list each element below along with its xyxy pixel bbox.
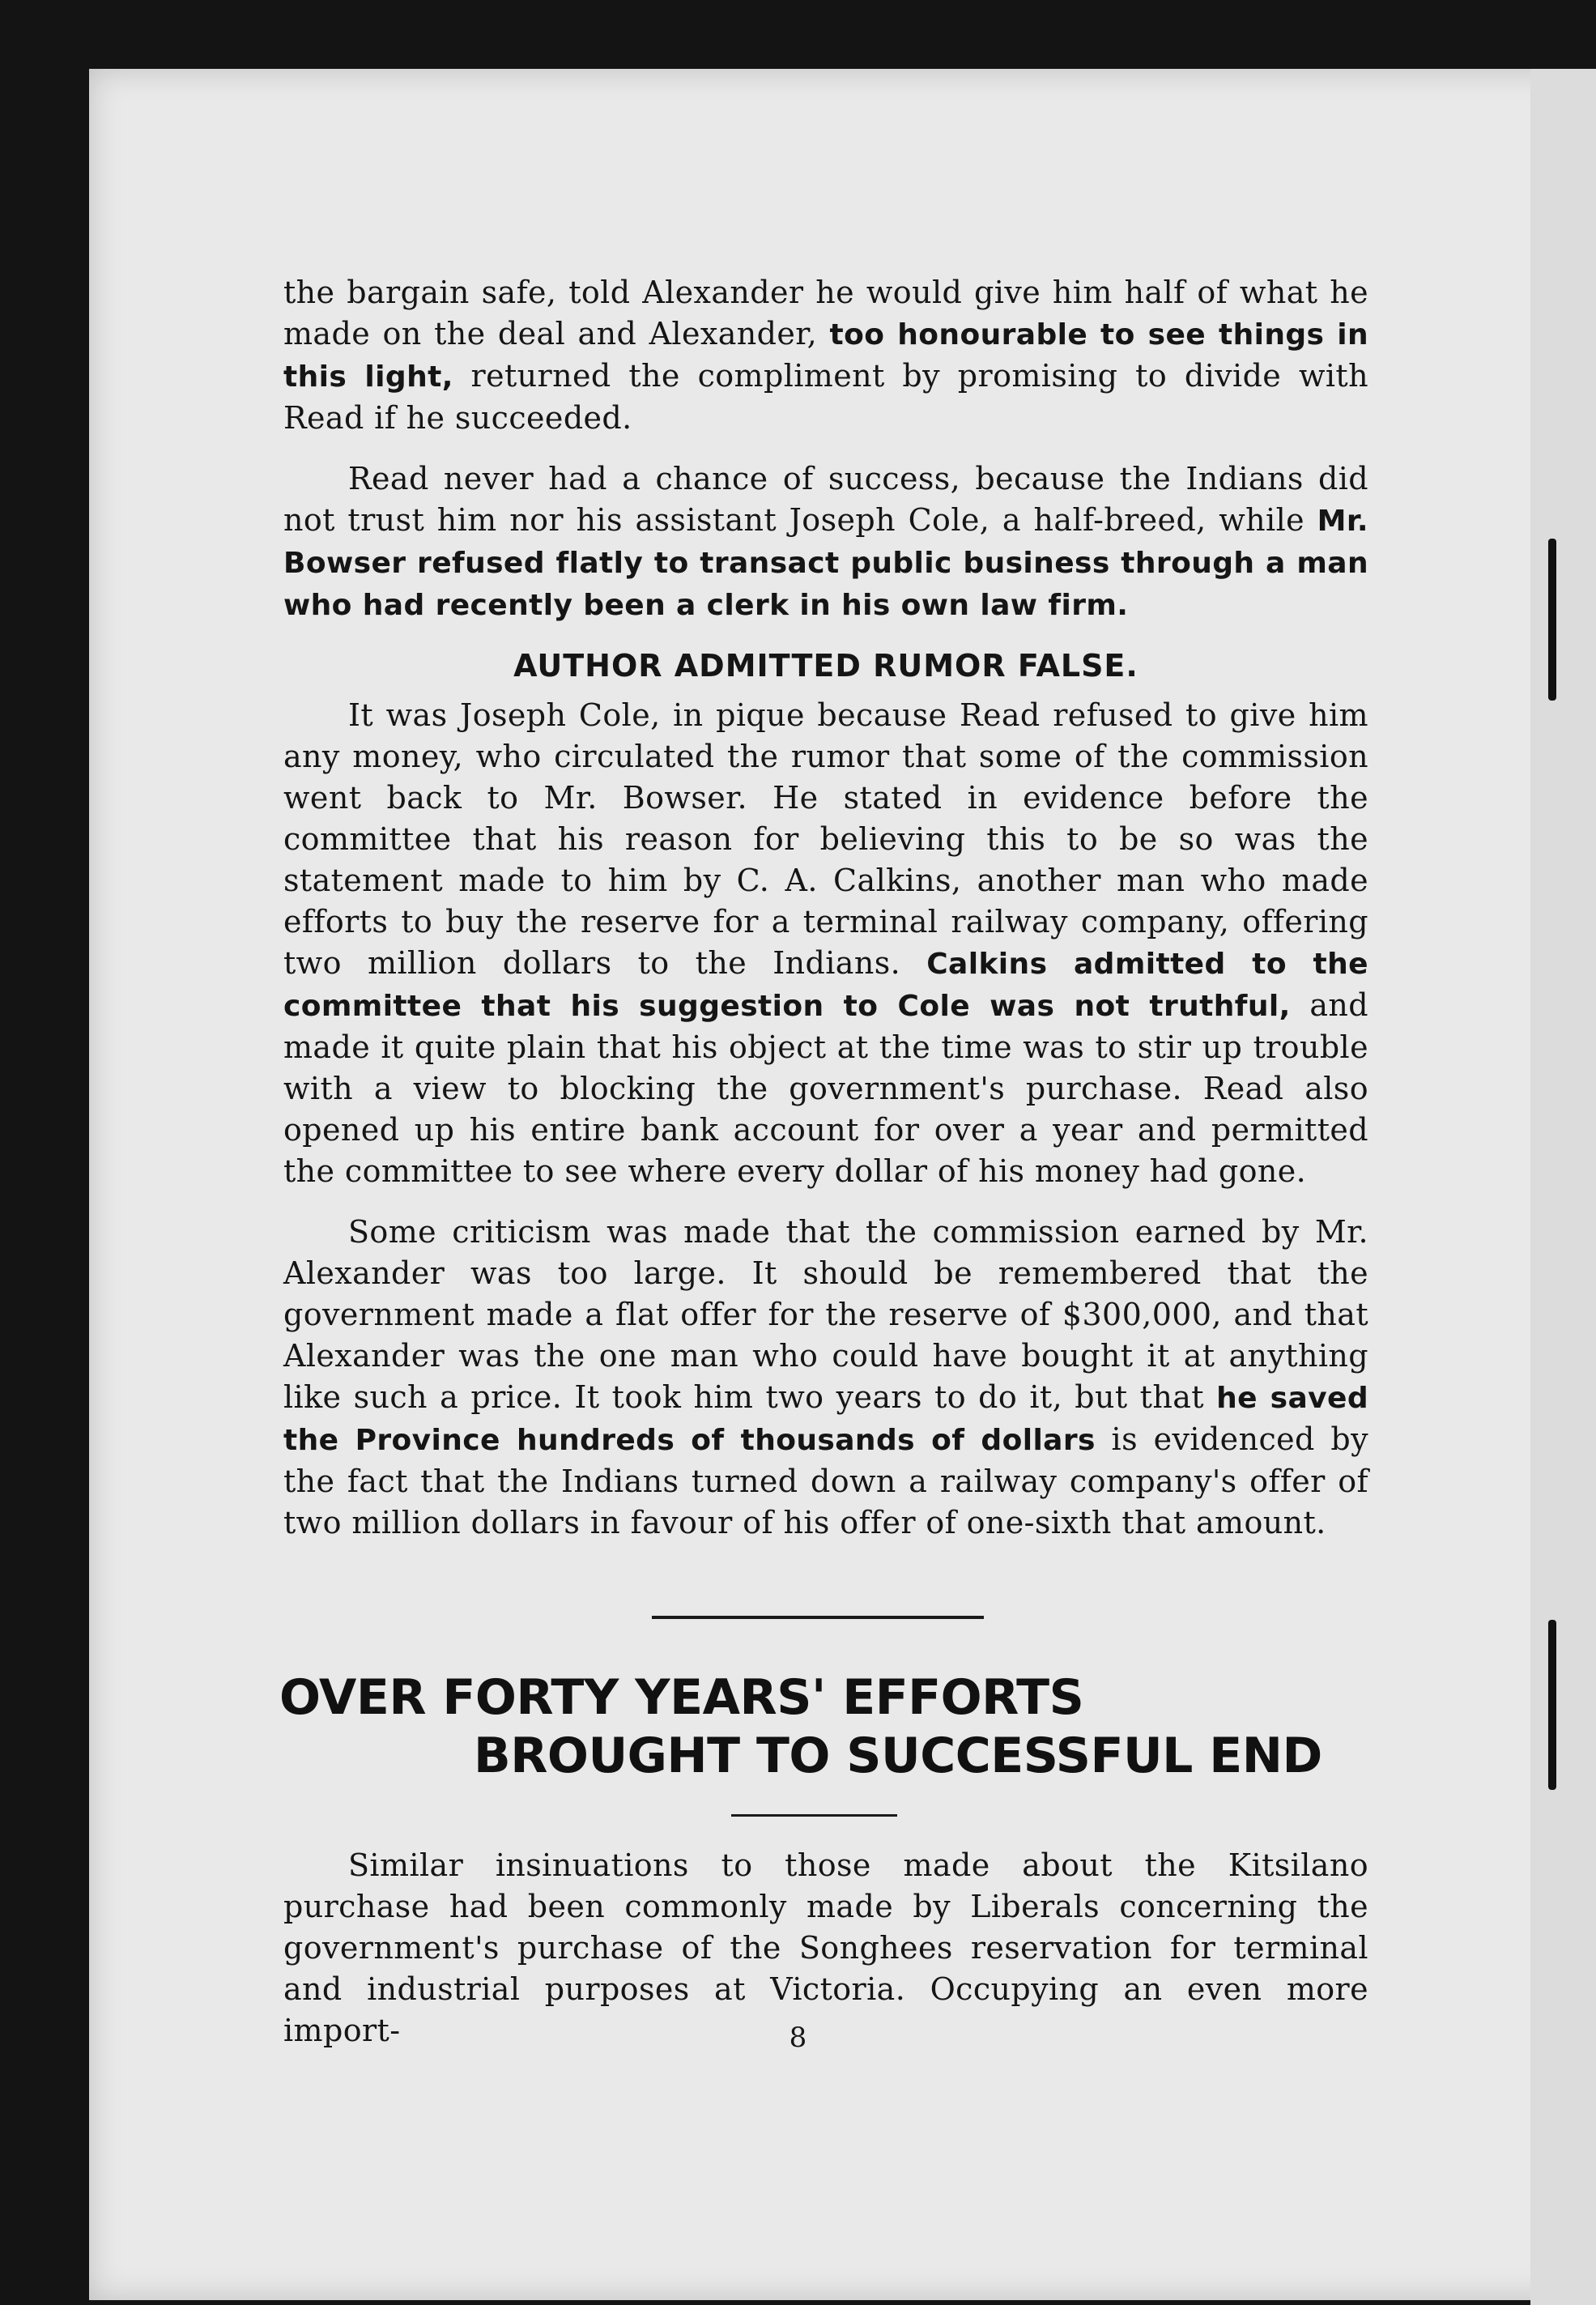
paragraph-4 — [283, 1212, 1368, 1544]
paragraph-3-text-c: and made it quite plain that his object at the time was to stir up trouble with a view to blocking the government's purchase. Read also opened up his entire bank account for over a year and permitted the committee to see where every dollar of his money had gone. — [283, 987, 1368, 1189]
paragraph-3-bold: Calkins admitted to the committee that his suggestion to Cole was not truthful, — [283, 948, 1368, 1023]
section-divider-short — [731, 1814, 897, 1817]
paragraph-3-text-a: It was Joseph Cole, in pique because Read refused to give him any money, who circulated the rumor that some of the commission went back to Mr. Bowser. He stated in evidence before the committee that his reason for believing this to be so was the statement made to him by C. A. Calkins, another man who made efforts to buy the reserve for a terminal railway company, offering two million dollars to the Indians. — [283, 697, 1368, 981]
paragraph-3 — [283, 695, 1368, 1192]
section-subheading: AUTHOR ADMITTED RUMOR FALSE. — [513, 648, 1138, 684]
paragraph-2-bold: Mr. Bowser refused flatly to transact public business through a man who had recently been a clerk in his own law firm. — [283, 505, 1368, 622]
paragraph-1-text-c: returned the compliment by promising to divide with Read if he succeeded. — [283, 358, 1368, 436]
paragraph-4-text-a: Some criticism was made that the commission earned by Mr. Alexander was too large. It should be remembered that the government made a flat offer for the reserve of $300,000, and that Alexander was the one man who could have bought it at anything like such a price. It took him two years to do it, but that — [283, 1214, 1368, 1415]
paragraph-5: Similar insinuations to those made about the Kitsilano purchase had been commonly made by Liberals concerning the government's purchase of the Songhees reservation for terminal and industrial purposes at Victoria. Occupying an even more import- — [283, 1847, 1368, 2048]
edge-mark-lower — [1548, 1620, 1556, 1790]
headline-line-1: OVER FORTY YEARS' EFFORTS — [279, 1669, 1084, 1726]
paragraph-2 — [283, 458, 1368, 626]
paragraph-4-text-c: is evidenced by the fact that the Indians turned down a railway company's offer of two million dollars in favour of his offer of one-sixth that amount. — [283, 1421, 1368, 1540]
section-divider-long — [652, 1616, 984, 1619]
paragraph-2-text-a: Read never had a chance of success, because the Indians did not trust him nor his assistant Joseph Cole, a half-breed, while — [283, 461, 1368, 538]
page-number: 8 — [789, 2022, 807, 2054]
headline-line-2: BROUGHT TO SUCCESSFUL END — [474, 1728, 1322, 1784]
paragraph-4-bold: he saved the Province hundreds of thousands of dollars — [283, 1382, 1368, 1457]
edge-mark-upper — [1548, 539, 1556, 701]
paragraph-1-bold: too honourable to see things in this light, — [283, 318, 1368, 394]
body-text-upper — [283, 272, 1368, 1563]
page-headline — [279, 1668, 1364, 1785]
page-edge — [1530, 69, 1596, 2305]
paragraph-1-text-a: the bargain safe, told Alexander he would give him half of what he made on the deal and Alexander, — [283, 275, 1368, 352]
paragraph-1 — [283, 272, 1368, 439]
